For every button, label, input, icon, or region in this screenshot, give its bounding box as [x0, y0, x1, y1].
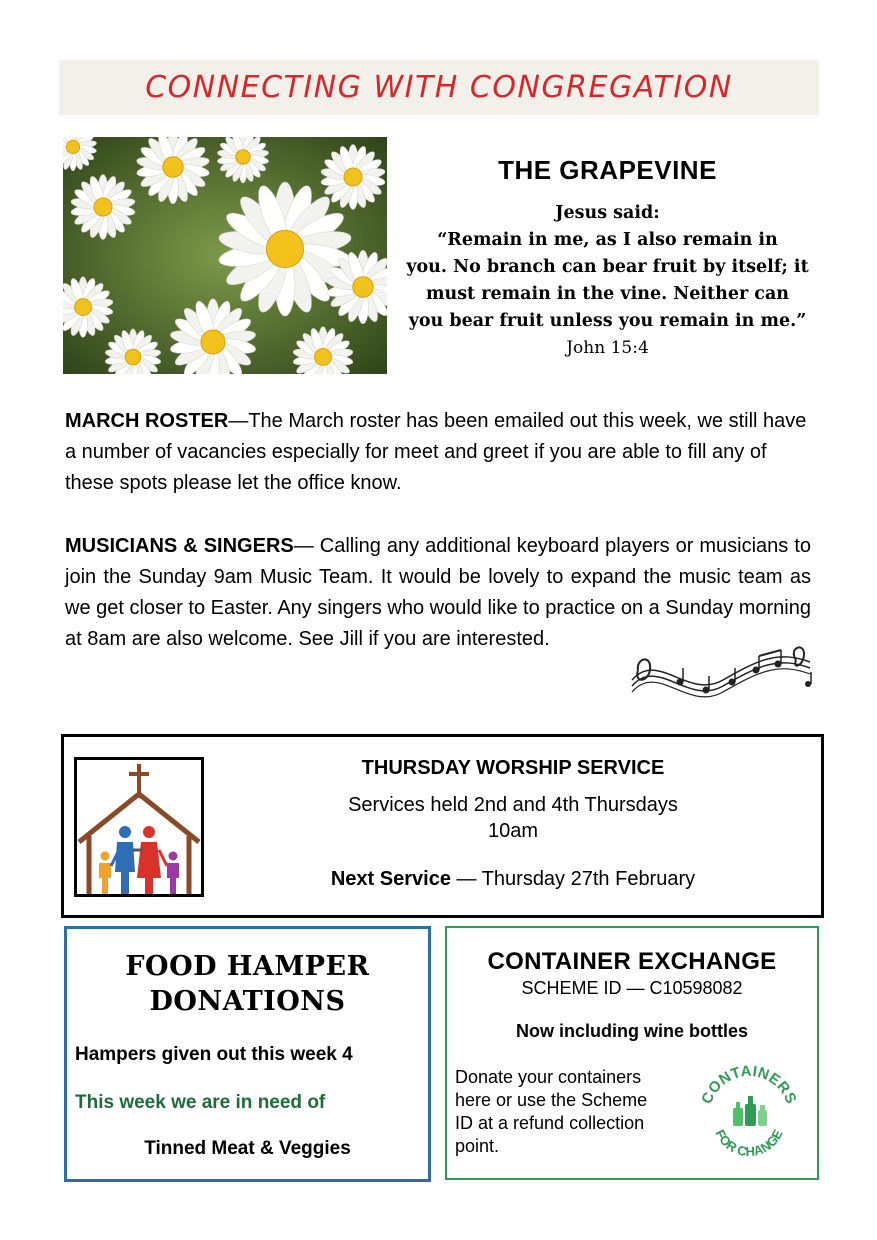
march-roster-paragraph	[65, 406, 811, 499]
thursday-title: THURSDAY WORSHIP SERVICE	[361, 757, 665, 779]
logo-text-top: CONTAINERS	[698, 1062, 800, 1107]
donate-line: Donate your containers	[455, 1067, 642, 1087]
food-hamper-box	[64, 926, 431, 1182]
header-banner	[59, 60, 819, 115]
verse-text	[395, 200, 820, 335]
donate-text	[455, 1066, 683, 1158]
donate-line: point.	[455, 1136, 500, 1156]
verse-line: you. No branch can bear fruit by itself; it	[406, 257, 809, 277]
roster-heading: MARCH ROSTER	[65, 410, 229, 432]
wine-bottles-note: Now including wine bottles	[516, 1021, 748, 1041]
thursday-details	[264, 757, 762, 891]
donate-line: ID at a refund collection	[455, 1113, 645, 1133]
next-service-label: Next Service	[330, 868, 451, 890]
thursday-time: 10am	[487, 820, 539, 842]
scheme-id: SCHEME ID — C10598082	[521, 978, 743, 998]
musicians-paragraph	[65, 531, 811, 655]
musicians-text: — Calling any additional keyboard players or musicians to join the Sunday 9am Music Team. It would be lovely to expand the music team as we get closer to Easter. Any singers who would like to practice on a Sunday morning at 8am are also welcome. See Jill if you are interested.	[65, 535, 812, 650]
church-icon	[77, 760, 201, 894]
donate-line: here or use the Scheme	[455, 1090, 648, 1110]
verse-line: Jesus said:	[555, 203, 660, 223]
food-hamper-title	[67, 949, 428, 1019]
grapevine-title: THE GRAPEVINE	[498, 155, 717, 185]
need-text: This week we are in need of	[75, 1092, 326, 1113]
container-exchange-box	[445, 926, 819, 1180]
banner-title: CONNECTING WITH CONGREGATION	[145, 70, 733, 105]
verse-line: must remain in the vine. Neither can	[425, 284, 790, 304]
svg-text:FOR CHANGE	[712, 1127, 785, 1159]
next-service	[264, 868, 762, 891]
container-exchange-title: CONTAINER EXCHANGE	[487, 948, 777, 975]
daisy-photo	[63, 137, 387, 374]
musicians-heading: MUSICIANS & SINGERS	[65, 535, 294, 557]
music-notes-icon	[628, 640, 814, 704]
hampers-count: Hampers given out this week 4	[75, 1044, 353, 1065]
verse-line: you bear fruit unless you remain in me.”	[408, 311, 807, 331]
needed-items: Tinned Meat & Veggies	[144, 1138, 351, 1159]
containers-for-change-logo	[695, 1058, 803, 1166]
grapevine-section	[395, 155, 820, 361]
thursday-schedule: Services held 2nd and 4th Thursdays	[348, 794, 678, 816]
roster-text: —The March roster has been emailed out this week, we still have a number of vacancies especially for meet and greet if you are able to fill any of these spots please let the office know.	[65, 410, 807, 494]
thursday-worship-box	[61, 734, 824, 918]
daisy-flowers-image	[63, 137, 387, 374]
food-title-line: DONATIONS	[149, 986, 346, 1017]
next-service-date: — Thursday 27th February	[450, 868, 696, 890]
church-family-image	[74, 757, 204, 897]
food-title-line: FOOD HAMPER	[125, 951, 370, 982]
verse-line: “Remain in me, as I also remain in	[437, 230, 778, 250]
bottles-icon	[733, 1096, 767, 1126]
verse-reference: John 15:4	[566, 338, 649, 358]
logo-text-bottom: FOR CHANGE	[712, 1127, 786, 1160]
